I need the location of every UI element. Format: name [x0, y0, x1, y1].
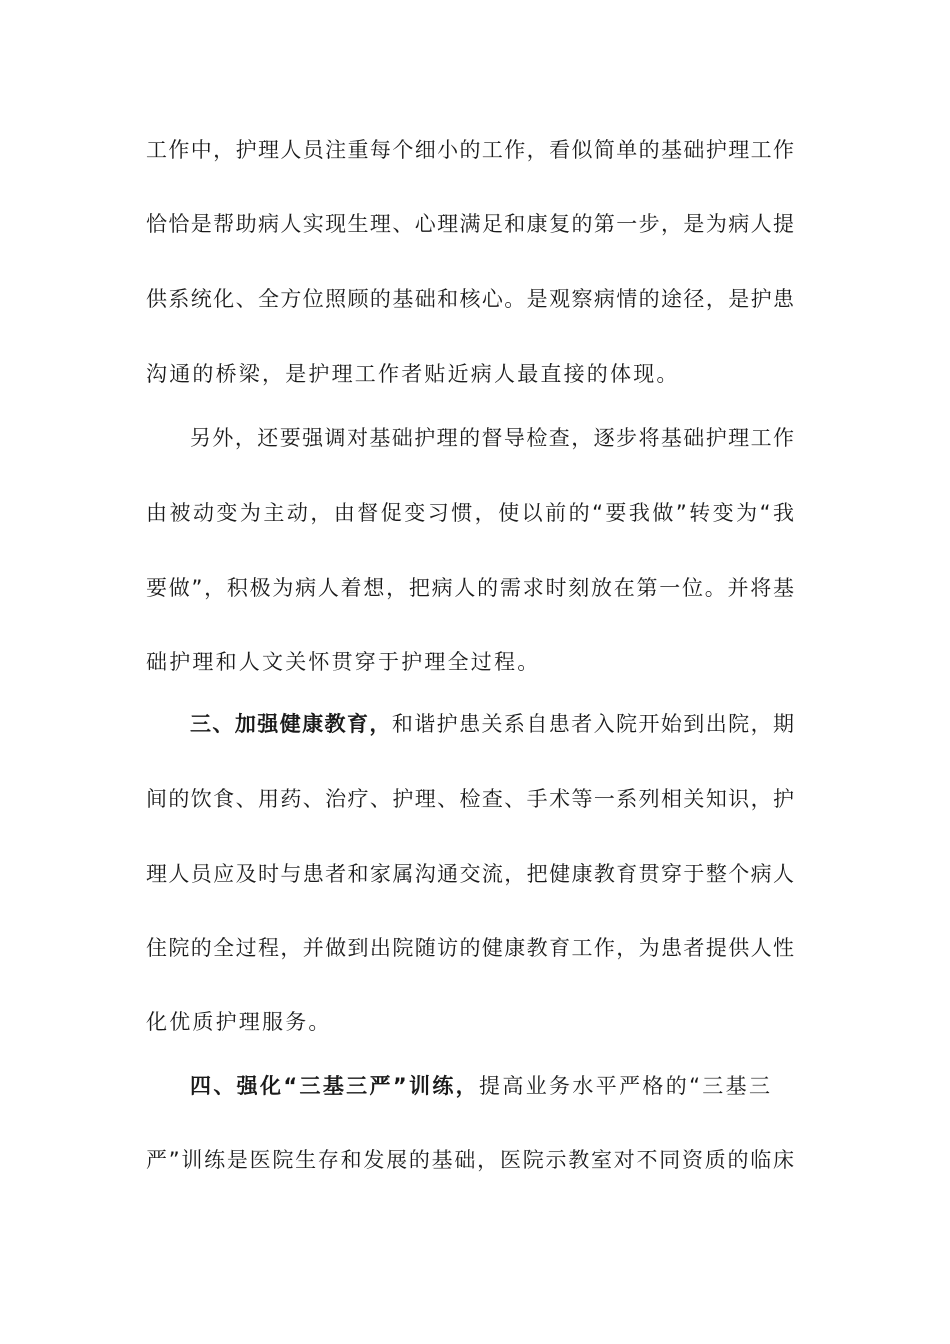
- paragraph-text: 和谐护患关系自患者入院开始到出院，期: [391, 712, 795, 736]
- paragraph-line: 理人员应及时与患者和家属沟通交流，把健康教育贯穿于整个病人: [146, 862, 794, 886]
- paragraph-line: 供系统化、全方位照顾的基础和核心。是观察病情的途径，是护患: [146, 287, 794, 311]
- paragraph-line: 由被动变为主动，由督促变习惯，使以前的“要我做”转变为“我: [146, 501, 794, 525]
- paragraph-line: 要做”，积极为病人着想，把病人的需求时刻放在第一位。并将基: [146, 576, 794, 600]
- paragraph-line: 间的饮食、用药、治疗、护理、检查、手术等一系列相关知识，护: [146, 787, 794, 811]
- paragraph-line: 化优质护理服务。: [146, 1010, 332, 1034]
- paragraph-line: 础护理和人文关怀贯穿于护理全过程。: [146, 650, 541, 674]
- section-heading-3: 三、加强健康教育，: [190, 712, 392, 736]
- section-heading-4: 四、强化“三基三严”训练，: [190, 1074, 480, 1098]
- paragraph-line: 住院的全过程，并做到出院随访的健康教育工作，为患者提供人性: [146, 936, 794, 960]
- paragraph-line: 严”训练是医院生存和发展的基础，医院示教室对不同资质的临床: [146, 1148, 794, 1172]
- paragraph-text: 提高业务水平严格的“三基三: [479, 1074, 770, 1098]
- paragraph-line: 另外，还要强调对基础护理的督导检查，逐步将基础护理工作: [190, 426, 794, 450]
- paragraph-line: 恰恰是帮助病人实现生理、心理满足和康复的第一步，是为病人提: [146, 212, 794, 236]
- paragraph-line: 沟通的桥梁，是护理工作者贴近病人最直接的体现。: [146, 362, 680, 386]
- paragraph-line: 工作中，护理人员注重每个细小的工作，看似简单的基础护理工作: [146, 138, 794, 162]
- section-heading-line: [190, 707, 794, 741]
- section-heading-line: [190, 1069, 770, 1103]
